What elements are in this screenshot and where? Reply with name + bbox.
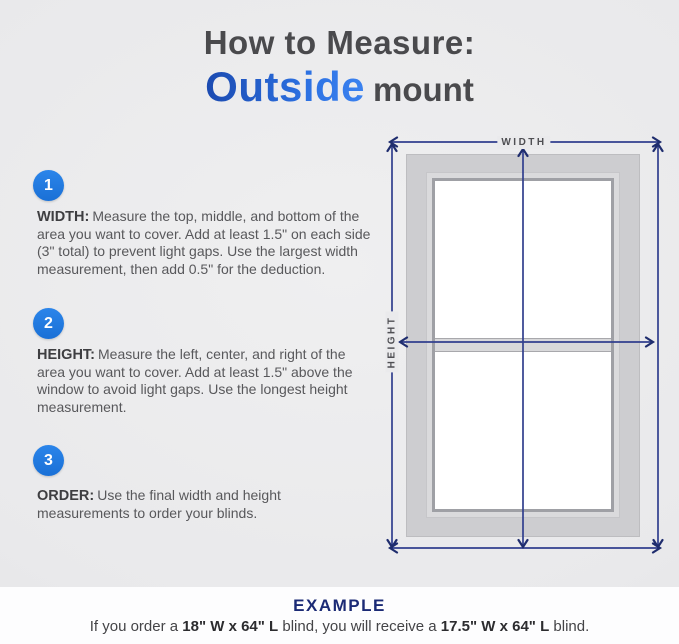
window-pane-lower xyxy=(435,352,611,509)
height-arrow-label: HEIGHT xyxy=(386,312,399,373)
example-received-size: 17.5" W x 64" L xyxy=(440,618,550,635)
step-2-body: Measure the left, center, and right of the area you want to cover. Add at least 1.5" above the window to avoid light gaps. Use the longest height measurement. xyxy=(37,346,353,415)
example-middle: blind, you will receive a xyxy=(278,618,441,635)
example-sentence xyxy=(0,618,679,635)
mount-type-text: Outside xyxy=(205,63,366,110)
example-prefix: If you order a xyxy=(89,618,183,635)
window-pane-upper xyxy=(435,181,611,338)
step-3-number-badge: 3 xyxy=(33,445,64,476)
step-1-number-badge: 1 xyxy=(33,170,64,201)
example-suffix: blind. xyxy=(549,618,590,635)
step-3-body: Use the final width and height measurements to order your blinds. xyxy=(37,487,281,522)
step-2-label: HEIGHT: xyxy=(37,347,95,363)
window-frame xyxy=(406,154,640,537)
window-sash xyxy=(432,178,614,512)
step-2-number-badge: 2 xyxy=(33,308,64,339)
step-1-label: WIDTH: xyxy=(37,209,90,225)
window-casing xyxy=(426,172,620,518)
page-title: How to Measure: xyxy=(203,24,476,61)
example-heading: EXAMPLE xyxy=(293,596,386,615)
mount-suffix-text: mount xyxy=(373,71,474,108)
step-3-label: ORDER: xyxy=(37,488,95,504)
window-meeting-rail xyxy=(435,338,611,352)
example-ordered-size: 18" W x 64" L xyxy=(182,618,279,635)
step-1-body: Measure the top, middle, and bottom of the area you want to cover. Add at least 1.5" on each side (3" total) to prevent light gaps. Use the largest width measurement, then add 0.5" for the deduction. xyxy=(37,208,371,277)
example-footer xyxy=(0,587,679,644)
width-arrow-label: WIDTH xyxy=(497,136,550,149)
